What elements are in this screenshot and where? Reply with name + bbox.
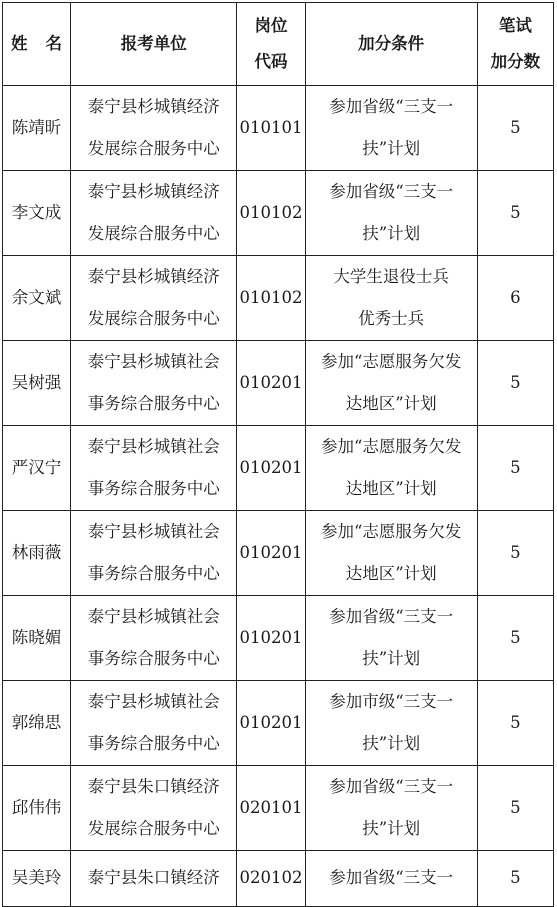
bonus-score: 5	[477, 766, 553, 851]
candidate-name: 吴美玲	[3, 851, 71, 907]
bonus-score: 5	[477, 86, 553, 171]
condition-line1: 参加“志愿服务欠发	[320, 352, 462, 371]
applied-unit	[71, 341, 237, 426]
unit-line1: 泰宁县杉城镇经济	[87, 182, 220, 201]
bonus-condition	[305, 511, 477, 596]
condition-line2: 达地区”计划	[345, 394, 437, 413]
applied-unit	[71, 86, 237, 171]
header-code-line1: 岗位	[254, 16, 288, 35]
bonus-score: 5	[477, 596, 553, 681]
condition-line1: 大学生退役士兵	[333, 267, 449, 286]
condition-line1: 参加“志愿服务欠发	[320, 522, 462, 541]
bonus-condition	[305, 681, 477, 766]
header-code	[237, 3, 305, 86]
condition-line1: 参加省级“三支一	[329, 777, 454, 796]
table-row	[3, 596, 554, 681]
table-header	[3, 3, 554, 86]
unit-line1: 泰宁县杉城镇社会	[87, 437, 220, 456]
position-code: 010102	[237, 171, 305, 256]
bonus-condition	[305, 851, 477, 907]
header-score-line1: 笔试	[498, 16, 532, 35]
applied-unit	[71, 681, 237, 766]
bonus-score: 5	[477, 681, 553, 766]
unit-line1: 泰宁县杉城镇社会	[87, 352, 220, 371]
header-unit: 报考单位	[71, 3, 237, 86]
applied-unit	[71, 596, 237, 681]
condition-line1: 参加市级“三支一	[329, 692, 454, 711]
candidate-name: 陈晓媚	[3, 596, 71, 681]
candidate-name: 余文斌	[3, 256, 71, 341]
bonus-score: 5	[477, 851, 553, 907]
unit-line2: 发展综合服务中心	[87, 139, 220, 158]
bonus-condition	[305, 596, 477, 681]
candidate-name: 林雨薇	[3, 511, 71, 596]
candidate-name: 邱伟伟	[3, 766, 71, 851]
condition-line2: 扶”计划	[362, 139, 421, 158]
bonus-condition	[305, 426, 477, 511]
bonus-points-table	[2, 2, 554, 907]
applied-unit	[71, 426, 237, 511]
applied-unit	[71, 256, 237, 341]
unit-line2: 事务综合服务中心	[87, 479, 220, 498]
position-code: 020102	[237, 851, 305, 907]
unit-line2: 发展综合服务中心	[87, 309, 220, 328]
position-code: 010102	[237, 256, 305, 341]
unit-line2: 事务综合服务中心	[87, 394, 220, 413]
table-row	[3, 511, 554, 596]
table-row	[3, 851, 554, 907]
candidate-name: 郭绵思	[3, 681, 71, 766]
applied-unit	[71, 171, 237, 256]
unit-line1: 泰宁县杉城镇经济	[87, 267, 220, 286]
unit-line1: 泰宁县朱口镇经济	[87, 868, 220, 887]
applied-unit	[71, 851, 237, 907]
position-code: 010201	[237, 681, 305, 766]
condition-line1: 参加“志愿服务欠发	[320, 437, 462, 456]
candidate-name: 陈靖昕	[3, 86, 71, 171]
bonus-condition	[305, 86, 477, 171]
table-row	[3, 171, 554, 256]
applied-unit	[71, 766, 237, 851]
condition-line2: 扶”计划	[362, 734, 421, 753]
table-row	[3, 426, 554, 511]
header-name-char-1: 姓	[11, 34, 28, 53]
table-row	[3, 256, 554, 341]
position-code: 020101	[237, 766, 305, 851]
condition-line1: 参加省级“三支一	[329, 97, 454, 116]
bonus-condition	[305, 766, 477, 851]
condition-line1: 参加省级“三支一	[329, 868, 454, 887]
table-row	[3, 766, 554, 851]
condition-line2: 达地区”计划	[345, 564, 437, 583]
bonus-score: 5	[477, 341, 553, 426]
header-score	[477, 3, 553, 86]
header-condition: 加分条件	[305, 3, 477, 86]
bonus-score: 6	[477, 256, 553, 341]
unit-line2: 发展综合服务中心	[87, 224, 220, 243]
bonus-score: 5	[477, 171, 553, 256]
header-score-line2: 加分数	[490, 52, 541, 71]
condition-line1: 参加省级“三支一	[329, 607, 454, 626]
table-row	[3, 341, 554, 426]
candidate-name: 严汉宁	[3, 426, 71, 511]
bonus-score: 5	[477, 511, 553, 596]
unit-line1: 泰宁县杉城镇经济	[87, 97, 220, 116]
bonus-condition	[305, 341, 477, 426]
candidate-name: 吴树强	[3, 341, 71, 426]
unit-line2: 事务综合服务中心	[87, 649, 220, 668]
table-row	[3, 86, 554, 171]
unit-line1: 泰宁县杉城镇社会	[87, 607, 220, 626]
applied-unit	[71, 511, 237, 596]
table-body	[3, 86, 554, 907]
header-row	[3, 3, 554, 86]
header-name	[3, 3, 71, 86]
unit-line1: 泰宁县朱口镇经济	[87, 777, 220, 796]
unit-line1: 泰宁县杉城镇社会	[87, 692, 220, 711]
position-code: 010201	[237, 341, 305, 426]
condition-line2: 扶”计划	[362, 819, 421, 838]
position-code: 010101	[237, 86, 305, 171]
condition-line2: 扶”计划	[362, 224, 421, 243]
condition-line1: 参加省级“三支一	[329, 182, 454, 201]
header-name-char-2: 名	[45, 34, 63, 53]
condition-line2: 达地区”计划	[345, 479, 437, 498]
candidate-name: 李文成	[3, 171, 71, 256]
bonus-score: 5	[477, 426, 553, 511]
unit-line2: 事务综合服务中心	[87, 564, 220, 583]
bonus-condition	[305, 171, 477, 256]
position-code: 010201	[237, 511, 305, 596]
bonus-condition	[305, 256, 477, 341]
condition-line2: 扶”计划	[362, 649, 421, 668]
condition-line2: 优秀士兵	[358, 309, 425, 328]
position-code: 010201	[237, 596, 305, 681]
unit-line1: 泰宁县杉城镇社会	[87, 522, 220, 541]
unit-line2: 事务综合服务中心	[87, 734, 220, 753]
position-code: 010201	[237, 426, 305, 511]
header-code-line2: 代码	[254, 52, 288, 71]
table-row	[3, 681, 554, 766]
unit-line2: 发展综合服务中心	[87, 819, 220, 838]
